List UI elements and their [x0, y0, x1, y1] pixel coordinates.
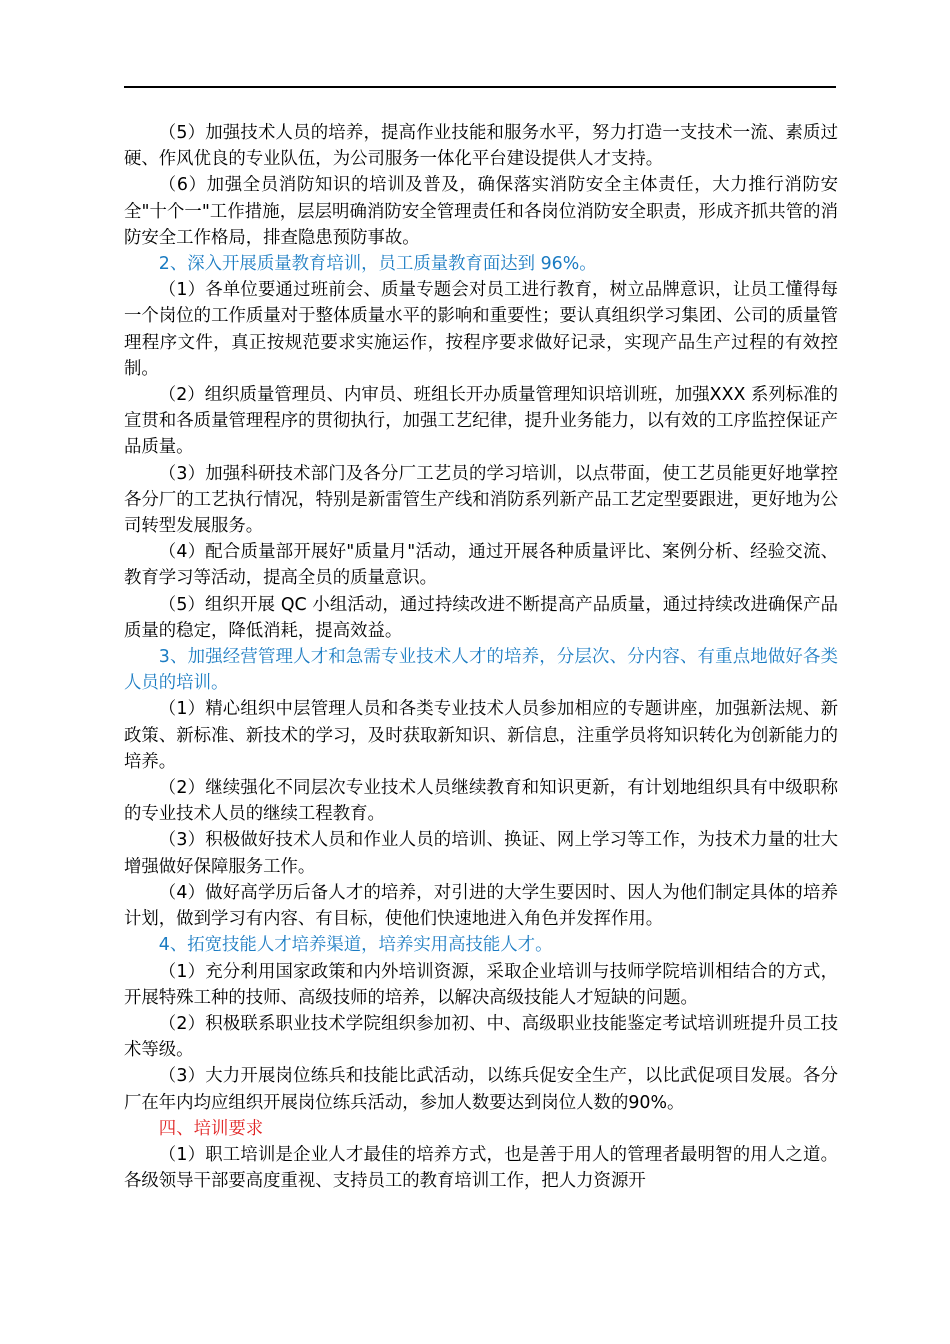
- subheading: 4、拓宽技能人才培养渠道，培养实用高技能人才。: [158, 935, 553, 956]
- paragraph: （3）加强科研技术部门及各分厂工艺员的学习培训，以点带面，使工艺员能更好地掌控各分厂的工艺执行情况，特别是新雷管生产线和消防系列新产品工艺定型要跟进，更好地为公司转型发展服务。: [124, 463, 838, 537]
- paragraph: （4）配合质量部开展好"质量月"活动，通过开展各种质量评比、案例分析、经验交流、教育学习等活动，提高全员的质量意识。: [124, 542, 838, 589]
- paragraph: （6）加强全员消防知识的培训及普及，确保落实消防安全主体责任，大力推行消防安全"十个一"工作措施，层层明确消防安全管理责任和各岗位消防安全职责，形成齐抓共管的消防安全工作格局，排查隐患预防事故。: [124, 175, 838, 248]
- paragraph: （1）各单位要通过班前会、质量专题会对员工进行教育，树立品牌意识，让员工懂得每一个岗位的工作质量对于整体质量水平的影响和重要性；要认真组织学习集团、公司的质量管理程序文件，真正按规范要求实施运作，按程序要求做好记录，实现产品生产过程的有效控制。: [124, 280, 838, 379]
- section-heading: 四、培训要求: [158, 1118, 264, 1139]
- header-rule: [124, 86, 836, 88]
- paragraph: （2）组织质量管理员、内审员、班组长开办质量管理知识培训班，加强XXX 系列标准的宣贯和各质量管理程序的贯彻执行，加强工艺纪律，提升业务能力，以有效的工序监控保证产品质量。: [124, 385, 838, 458]
- paragraph: （5）加强技术人员的培养，提高作业技能和服务水平，努力打造一支技术一流、素质过硬、作风优良的专业队伍，为公司服务一体化平台建设提供人才支持。: [124, 123, 838, 170]
- paragraph: （1）职工培训是企业人才最佳的培养方式，也是善于用人的管理者最明智的用人之道。各级领导干部要高度重视、支持员工的教育培训工作，把人力资源开: [124, 1144, 838, 1192]
- paragraph: （3）积极做好技术人员和作业人员的培训、换证、网上学习等工作，为技术力量的壮大增强做好保障服务工作。: [124, 830, 838, 877]
- paragraph: （5）组织开展 QC 小组活动，通过持续改进不断提高产品质量，通过持续改进确保产品质量的稳定，降低消耗，提高效益。: [124, 594, 838, 641]
- subheading: 2、深入开展质量教育培训，员工质量教育面达到 96%。: [158, 254, 597, 275]
- subheading: 3、加强经营管理人才和急需专业技术人才的培养，分层次、分内容、有重点地做好各类人员的培训。: [124, 647, 838, 694]
- paragraph: （2）积极联系职业技术学院组织参加初、中、高级职业技能鉴定考试培训班提升员工技术等级。: [124, 1013, 838, 1061]
- paragraph: （1）充分利用国家政策和内外培训资源，采取企业培训与技师学院培训相结合的方式，开展特殊工种的技师、高级技师的培养，以解决高级技能人才短缺的问题。: [124, 961, 838, 1008]
- paragraph: （3）大力开展岗位练兵和技能比武活动，以练兵促安全生产，以比武促项目发展。各分厂在年内均应组织开展岗位练兵活动，参加人数要达到岗位人数的90%。: [124, 1066, 838, 1113]
- paragraph: （2）继续强化不同层次专业技术人员继续教育和知识更新，有计划地组织具有中级职称的专业技术人员的继续工程教育。: [124, 778, 838, 825]
- paragraph: （4）做好高学历后备人才的培养，对引进的大学生要因时、因人为他们制定具体的培养计划，做到学习有内容、有目标，使他们快速地进入角色并发挥作用。: [124, 882, 838, 930]
- document-body: [124, 120, 838, 1194]
- paragraph: （1）精心组织中层管理人员和各类专业技术人员参加相应的专题讲座，加强新法规、新政策、新标准、新技术的学习，及时获取新知识、新信息，注重学员将知识转化为创新能力的培养。: [124, 699, 838, 772]
